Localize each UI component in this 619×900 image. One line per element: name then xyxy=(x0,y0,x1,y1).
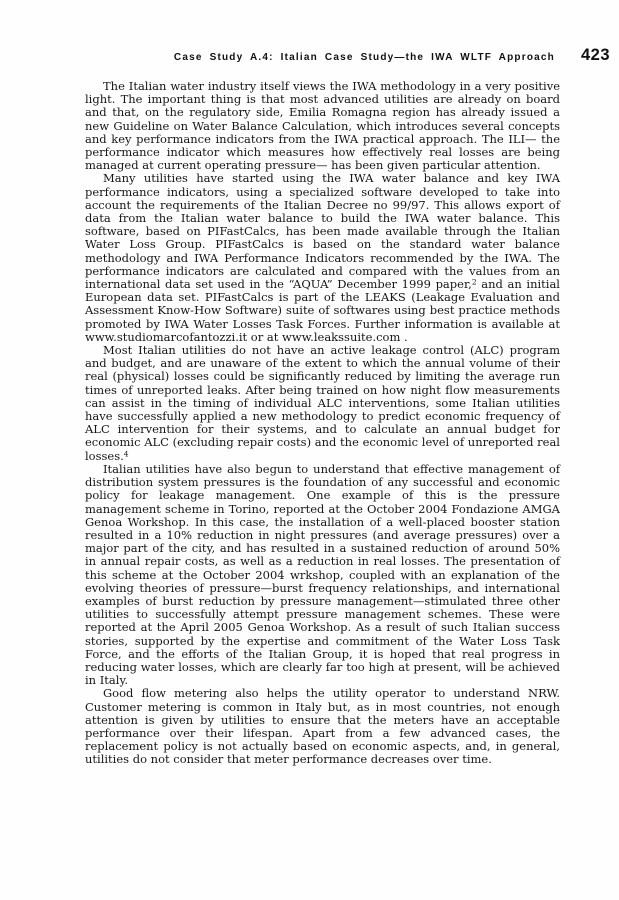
paragraph-text: Most Italian utilities do not have an active leakage control (ALC) program and budget, and are unaware of the extent to which the annual volume of their real (physical) losses could be significantly reduced by limiting the average run times of unreported leaks. After being trained on how night flow measurements can assist in the timing of individual ALC interventions, some Italian utilities have successfully applied a new methodology to predict economic frequency of ALC intervention for their systems, and to calculate an annual budget for economic ALC (excluding repair costs) and the economic level of unreported real losses. xyxy=(85,343,560,463)
page-header xyxy=(85,46,610,65)
paragraph-text: Italian utilities have also begun to understand that effective management of distribution system pressures is the foundation of any successful and economic policy for leakage management. One example of this is the pressure management scheme in Torino, reported at the October 2004 Fondazione AMGA Genoa Workshop. In this case, the installation of a well-placed booster station resulted in a 10% reduction in night pressures (and average pressures) over a major part of the city, and has resulted in a sustained reduction of around 50% in annual repair costs, as well as a reduction in real losses. The presentation of this scheme at the October 2004 wrkshop, coupled with an explanation of the evolving theories of pressure—burst frequency relationships, and international examples of burst reduction by pressure management—stimulated three other utilities to successfully attempt pressure management schemes. These were reported at the April 2005 Genoa Workshop. As a result of such Italian success stories, supported by the expertise and commitment of the Water Loss Task Force, and the efforts of the Italian Group, it is hoped that real progress in reducing water losses, which are clearly far too high at present, will be achieved in Italy. xyxy=(85,461,560,688)
paragraph-text: and an initial European data set. PIFastCalcs is part of the LEAKS (Leakage Evaluation and Assessment Know-How Software) suite of softwares using best practice methods promoted by IWA Water Losses Task Forces. Further information is available at www.studiomarcofantozzi.it or at www.leakssuite.com . xyxy=(85,277,560,344)
paragraph-text: Good flow metering also helps the utility operator to understand NRW. Customer metering is common in Italy but, as in most countries, not enough attention is given by utilities to ensure that the meters have an acceptable performance over their lifespan. Apart from a few advanced cases, the replacement policy is not actually based on economic aspects, and, in general, utilities do not consider that meter performance decreases over time. xyxy=(85,686,560,767)
running-head-title: Case Study A.4: Italian Case Study—the IWA WLTF Approach xyxy=(173,52,555,63)
paragraph xyxy=(85,463,560,687)
paragraph-text: The Italian water industry itself views the IWA methodology in a very positive light. The important thing is that most advanced utilities are already on board and that, on the regulatory side, Emilia Romagna region has already issued a new Guideline on Water Balance Calculation, which introduces several concepts and key performance indicators from the IWA practical approach. The ILI— the performance indicator which measures how effectively real losses are being managed at current operating pressure— has been given particular attention. xyxy=(85,79,560,173)
footnote-marker: 4 xyxy=(123,449,129,459)
paragraph xyxy=(85,687,560,766)
paragraph xyxy=(85,80,560,172)
page-number: 423 xyxy=(580,46,610,64)
footnote-marker: 2 xyxy=(471,277,477,287)
paragraph-text: Many utilities have started using the IWA water balance and key IWA performance indicators, using a specialized software developed to take into account the requirements of the Italian Decree no 99/97. This allows export of data from the Italian water balance to build the IWA water balance. This software, based on PIFastCalcs, has been made available through the Italian Water Loss Group. PIFastCalcs is based on the standard water balance methodology and IWA Performance Indicators recommended by the IWA. The performance indicators are calculated and compared with the values from an international data set used in the “AQUA” December 1999 paper, xyxy=(85,171,560,292)
paragraph xyxy=(85,172,560,344)
article-body xyxy=(85,80,560,767)
paragraph xyxy=(85,344,560,463)
